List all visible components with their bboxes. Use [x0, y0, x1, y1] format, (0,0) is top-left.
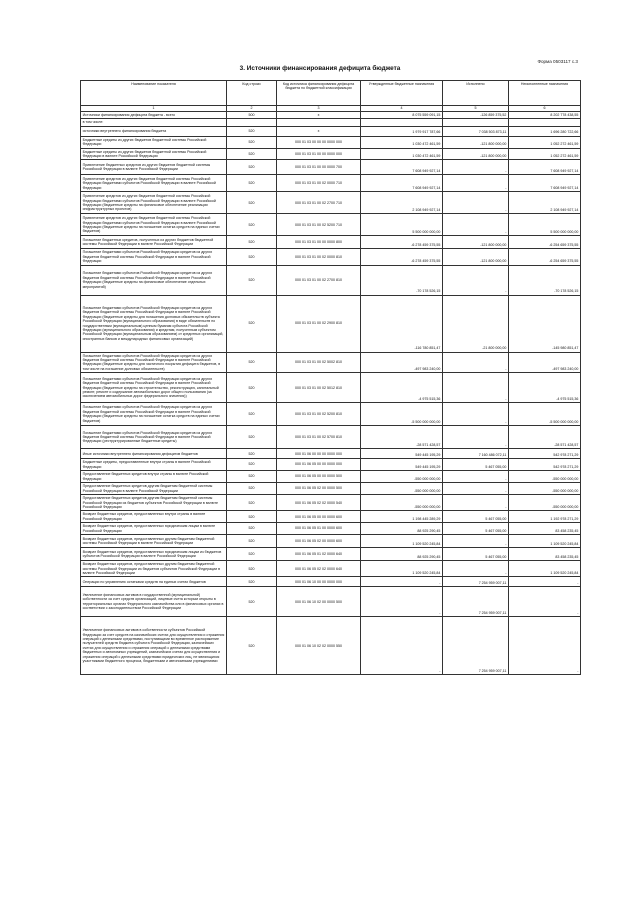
table-row — [81, 561, 581, 577]
row-approved: -550 000 000,00 — [361, 483, 443, 495]
column-header: Наименование показателя — [81, 81, 227, 106]
row-name: Привлечение кредитов из других бюджетов бюджетной системы Российской Федерации бюджетами субъектов Российской Федерации в валюте Российской Федерации (бюджетные кредиты на погашение остатка средств на единых счетах бюджетов) — [81, 214, 227, 236]
row-source-code: 000 01 03 00 00 00 0000 000 — [277, 136, 361, 148]
table-row — [81, 535, 581, 548]
row-code: 520 — [227, 449, 277, 459]
row-code: 520 — [227, 459, 277, 471]
row-code: 520 — [227, 577, 277, 587]
row-code: 520 — [227, 471, 277, 483]
row-source-code: 000 01 06 10 02 00 0000 500 — [277, 587, 361, 617]
row-code: 520 — [227, 214, 277, 236]
row-source-code: 000 01 06 00 00 00 0000 000 — [277, 449, 361, 459]
row-executed: - — [443, 483, 509, 495]
row-code: 520 — [227, 126, 277, 136]
row-executed: - — [443, 373, 509, 403]
row-source-code: 000 01 03 01 00 02 2700 710 — [277, 192, 361, 214]
row-unexecuted: -6 254 659 375,55 — [509, 236, 581, 249]
row-unexecuted: 1 052 272 461,59 — [509, 148, 581, 160]
row-source-code: x — [277, 112, 361, 119]
row-approved: -70 178 526,15 — [361, 265, 443, 295]
row-code: 520 — [227, 175, 277, 192]
row-unexecuted: - — [509, 587, 581, 617]
row-approved — [361, 119, 443, 126]
column-number: 1 — [81, 106, 227, 112]
table-row — [81, 617, 581, 675]
row-name: Предоставление бюджетных кредитов другим бюджетам бюджетной системы Российской Федерации в валюте Российской Федерации — [81, 483, 227, 495]
row-unexecuted: -550 000 000,00 — [509, 471, 581, 483]
row-approved: -5 500 000 000,00 — [361, 403, 443, 426]
row-name: Погашение бюджетами субъектов Российской Федерации кредитов из других бюджетов бюджетной системы Российской Федерации в валюте Российской Федерации — [81, 249, 227, 265]
row-source-code: 000 01 03 01 00 02 2700 810 — [277, 265, 361, 295]
row-unexecuted: -497 983 240,00 — [509, 352, 581, 373]
column-number: 2 — [227, 106, 277, 112]
row-code — [227, 119, 277, 126]
row-name: Возврат бюджетных кредитов, предоставленных другим бюджетам бюджетной системы Российской Федерации из бюджетов субъектов Российской Федерации в валюте Российской Федерации — [81, 561, 227, 577]
row-unexecuted: 1 192 978 271,29 — [509, 511, 581, 523]
row-approved: 1 979 917 787,66 — [361, 126, 443, 136]
row-approved: 1 030 472 461,59 — [361, 136, 443, 148]
row-code: 520 — [227, 483, 277, 495]
row-name: Бюджетные кредиты, предоставленные внутри страны в валюте Российской Федерации — [81, 459, 227, 471]
row-approved: -550 000 000,00 — [361, 495, 443, 511]
row-source-code: 000 01 03 01 00 02 5200 710 — [277, 214, 361, 236]
row-approved: -116 780 851,47 — [361, 295, 443, 352]
row-approved: - — [361, 617, 443, 675]
table-row — [81, 523, 581, 535]
row-executed: - — [443, 403, 509, 426]
row-name: источники внутреннего финансирования бюджета — [81, 126, 227, 136]
row-approved: 549 445 195,29 — [361, 459, 443, 471]
row-approved: 1 109 520 245,84 — [361, 561, 443, 577]
column-header: Неисполненные назначения — [509, 81, 581, 106]
row-source-code: 000 01 03 01 00 00 0000 700 — [277, 160, 361, 175]
row-code: 520 — [227, 148, 277, 160]
row-source-code: 000 01 06 10 00 00 0000 000 — [277, 577, 361, 587]
row-unexecuted: 7 608 949 927,14 — [509, 175, 581, 192]
row-approved: -550 000 000,00 — [361, 471, 443, 483]
column-header: Утвержденные бюджетные назначения — [361, 81, 443, 106]
row-source-code: 000 01 03 01 00 02 0000 810 — [277, 249, 361, 265]
row-executed: -126 859 375,52 — [443, 112, 509, 119]
row-source-code: 000 01 06 10 02 02 0000 550 — [277, 617, 361, 675]
row-name: Увеличение финансовых активов в государственной (муниципальной) собственности за счет средств организаций, лицевые счета которым открыты в территориальных органах Федерального казначейства или в финансовых органах в соответствии с законодательством Российской Федерации — [81, 587, 227, 617]
row-executed: - — [443, 471, 509, 483]
row-unexecuted: -550 000 000,00 — [509, 495, 581, 511]
row-name: Возврат бюджетных кредитов, предоставленных юридическим лицам из бюджетов субъектов Российской Федерации в валюте Российской Федерации — [81, 548, 227, 561]
row-unexecuted: 83 458 235,45 — [509, 548, 581, 561]
row-approved: 549 445 195,29 — [361, 449, 443, 459]
row-unexecuted: -5 500 000 000,00 — [509, 403, 581, 426]
row-unexecuted: 8 202 778 438,55 — [509, 112, 581, 119]
row-unexecuted: -550 000 000,00 — [509, 483, 581, 495]
row-name: Возврат бюджетных кредитов, предоставленных внутри страны в валюте Российской Федерации — [81, 511, 227, 523]
row-unexecuted: -28 571 428,57 — [509, 426, 581, 449]
column-header: Код строки — [227, 81, 277, 106]
row-code: 520 — [227, 587, 277, 617]
row-unexecuted: -70 178 526,15 — [509, 265, 581, 295]
row-code: 520 — [227, 192, 277, 214]
row-approved: 7 608 949 927,14 — [361, 175, 443, 192]
table-row — [81, 495, 581, 511]
row-name: Бюджетные кредиты из других бюджетов бюджетной системы Российской Федерации в валюте Российской Федерации — [81, 148, 227, 160]
row-source-code: 000 01 06 05 02 02 0000 540 — [277, 495, 361, 511]
row-unexecuted: 1 052 272 461,59 — [509, 136, 581, 148]
section-title: 3. Источники финансирования дефицита бюджета — [239, 65, 401, 72]
table-row — [81, 265, 581, 295]
row-source-code: 000 01 03 01 00 02 5700 810 — [277, 426, 361, 449]
row-executed: -21 800 000,00 — [443, 295, 509, 352]
row-source-code: 000 01 03 01 00 00 0000 800 — [277, 236, 361, 249]
row-source-code: 000 01 06 05 02 02 0000 640 — [277, 561, 361, 577]
row-source-code: 000 01 03 01 00 02 5012 810 — [277, 373, 361, 403]
row-name: Привлечение кредитов из других бюджетов бюджетной системы Российской Федерации бюджетами субъектов Российской Федерации в валюте Российской Федерации (бюджетные кредиты на финансовое обеспечение реализации инфраструктурных проектов) — [81, 192, 227, 214]
row-executed: - — [443, 214, 509, 236]
table-row — [81, 175, 581, 192]
row-executed: - — [443, 175, 509, 192]
table-header-row — [81, 81, 581, 106]
row-executed: -121 800 000,00 — [443, 236, 509, 249]
financing-sources-table — [80, 80, 581, 675]
row-source-code: 000 01 06 05 02 00 0000 500 — [277, 483, 361, 495]
row-source-code: 000 01 06 05 01 00 0000 600 — [277, 523, 361, 535]
row-unexecuted: 1 696 280 722,66 — [509, 126, 581, 136]
row-executed: 5 467 055,00 — [443, 459, 509, 471]
row-executed: 5 467 055,00 — [443, 511, 509, 523]
column-header: Код источника финансирования дефицита бюджета по бюджетной классификации — [277, 81, 361, 106]
row-code: 520 — [227, 548, 277, 561]
row-code: 520 — [227, 426, 277, 449]
row-code: 520 — [227, 265, 277, 295]
row-code: 520 — [227, 160, 277, 175]
table-row — [81, 471, 581, 483]
row-executed: - — [443, 535, 509, 548]
row-approved: 7 608 949 927,14 — [361, 160, 443, 175]
row-unexecuted: 2 108 949 927,14 — [509, 192, 581, 214]
table-row — [81, 136, 581, 148]
table-row — [81, 449, 581, 459]
table-row — [81, 587, 581, 617]
row-name: Источники финансирования дефицита бюджета - всего — [81, 112, 227, 119]
row-name: Предоставление бюджетных кредитов внутри страны в валюте Российской Федерации — [81, 471, 227, 483]
table-row — [81, 548, 581, 561]
row-source-code: 000 01 03 01 00 00 0000 000 — [277, 148, 361, 160]
row-code: 520 — [227, 295, 277, 352]
row-name: Погашение бюджетами субъектов Российской Федерации кредитов из других бюджетов бюджетной системы Российской Федерации в валюте Российской Федерации (бюджетные кредиты на погашение остатка средств на единых счетах бюджетов) — [81, 403, 227, 426]
row-executed: - — [443, 265, 509, 295]
row-executed: -121 800 000,00 — [443, 249, 509, 265]
row-approved: 5 500 000 000,00 — [361, 214, 443, 236]
row-name: Погашение бюджетами субъектов Российской Федерации кредитов из других бюджетов бюджетной системы Российской Федерации в валюте Российской Федерации (бюджетные кредиты для частичного покрытия дефицита бюджетов, в том числе на погашение долговых обязательств) — [81, 352, 227, 373]
row-executed: 7 038 503 873,11 — [443, 126, 509, 136]
row-unexecuted: - — [509, 617, 581, 675]
row-unexecuted: -6 254 659 375,55 — [509, 249, 581, 265]
row-executed: - — [443, 561, 509, 577]
row-executed: 5 467 055,00 — [443, 523, 509, 535]
row-executed: -121 800 000,00 — [443, 136, 509, 148]
row-name: Иные источники внутреннего финансирования дефицитов бюджетов — [81, 449, 227, 459]
table-row — [81, 160, 581, 175]
table-row — [81, 295, 581, 352]
row-approved: 2 108 949 927,14 — [361, 192, 443, 214]
column-header: Исполнено — [443, 81, 509, 106]
row-unexecuted: 542 978 271,29 — [509, 449, 581, 459]
row-source-code: 000 01 06 05 00 00 0000 500 — [277, 471, 361, 483]
row-executed: -121 800 000,00 — [443, 148, 509, 160]
row-approved: -6 278 459 375,55 — [361, 236, 443, 249]
row-code: 520 — [227, 249, 277, 265]
column-number: 5 — [443, 106, 509, 112]
row-code: 520 — [227, 495, 277, 511]
row-approved: - — [361, 577, 443, 587]
row-unexecuted: - — [509, 577, 581, 587]
form-number: Форма 0503117 с.3 — [537, 59, 578, 64]
row-executed: 7 160 486 072,11 — [443, 449, 509, 459]
row-name: Погашение бюджетами субъектов Российской Федерации кредитов из других бюджетов бюджетной системы Российской Федерации в валюте Российской Федерации (реструктурированные бюджетные кредиты) — [81, 426, 227, 449]
row-source-code: 000 01 06 05 01 02 0000 640 — [277, 548, 361, 561]
row-name: Погашение бюджетами субъектов Российской Федерации кредитов из других бюджетов бюджетной системы Российской Федерации в валюте Российской Федерации (бюджетные кредиты на финансовое обеспечение отдельных мероприятий) — [81, 265, 227, 295]
table-row — [81, 214, 581, 236]
row-unexecuted: 542 978 271,29 — [509, 459, 581, 471]
row-source-code: 000 01 03 01 00 02 0000 710 — [277, 175, 361, 192]
row-approved: -6 278 459 375,55 — [361, 249, 443, 265]
row-code: 520 — [227, 136, 277, 148]
row-source-code: 000 01 03 01 00 02 5200 810 — [277, 403, 361, 426]
row-code: 500 — [227, 112, 277, 119]
row-executed: 7 254 959 007,11 — [443, 587, 509, 617]
row-executed: - — [443, 160, 509, 175]
row-approved: 88 925 290,45 — [361, 523, 443, 535]
column-number: 6 — [509, 106, 581, 112]
row-code: 520 — [227, 561, 277, 577]
row-source-code: x — [277, 126, 361, 136]
row-executed — [443, 119, 509, 126]
table-row — [81, 577, 581, 587]
table-row — [81, 373, 581, 403]
row-executed: - — [443, 426, 509, 449]
row-executed: 5 467 055,00 — [443, 548, 509, 561]
table-row — [81, 126, 581, 136]
row-unexecuted: -145 980 851,47 — [509, 295, 581, 352]
row-name: Погашение бюджетами субъектов Российской Федерации кредитов из других бюджетов бюджетной системы Российской Федерации в валюте Российской Федерации (бюджетные кредиты на строительство, реконструкцию, капитальный ремонт, ремонт и содержание автомобильных дорог общего пользования (за исключением автомобильных дорог федерального значения)) — [81, 373, 227, 403]
row-source-code: 000 01 03 01 00 02 2900 810 — [277, 295, 361, 352]
row-code: 520 — [227, 535, 277, 548]
row-approved: 1 198 445 289,29 — [361, 511, 443, 523]
row-code: 520 — [227, 352, 277, 373]
row-name: Операции по управлению остатками средств на единых счетах бюджетов — [81, 577, 227, 587]
table-row — [81, 459, 581, 471]
row-name: Привлечение бюджетных кредитов из других бюджетов бюджетной системы Российской Федерации в валюте Российской Федерации — [81, 160, 227, 175]
row-executed: 7 254 959 007,11 — [443, 617, 509, 675]
row-approved: -4 975 515,36 — [361, 373, 443, 403]
table-row — [81, 112, 581, 119]
row-code: 520 — [227, 511, 277, 523]
row-executed: - — [443, 192, 509, 214]
row-unexecuted: 1 109 520 245,84 — [509, 561, 581, 577]
row-code: 520 — [227, 403, 277, 426]
row-unexecuted: -4 975 515,36 — [509, 373, 581, 403]
row-name: Бюджетные кредиты из других бюджетов бюджетной системы Российской Федерации — [81, 136, 227, 148]
row-executed: - — [443, 495, 509, 511]
row-approved: - — [361, 587, 443, 617]
table-row — [81, 511, 581, 523]
row-source-code — [277, 119, 361, 126]
row-name: Возврат бюджетных кредитов, предоставленных юридическим лицам в валюте Российской Федерации — [81, 523, 227, 535]
table-row — [81, 119, 581, 126]
row-code: 520 — [227, 236, 277, 249]
table-body — [81, 112, 581, 675]
row-source-code: 000 01 06 05 00 00 0000 000 — [277, 459, 361, 471]
table-row — [81, 483, 581, 495]
row-name: в том числе: — [81, 119, 227, 126]
row-source-code: 000 01 06 05 02 00 0000 600 — [277, 535, 361, 548]
row-approved: -28 571 428,57 — [361, 426, 443, 449]
table-row — [81, 236, 581, 249]
row-name: Предоставление бюджетных кредитов другим бюджетам бюджетной системы Российской Федерации из бюджетов субъектов Российской Федерации в валюте Российской Федерации — [81, 495, 227, 511]
row-name: Привлечение кредитов из других бюджетов бюджетной системы Российской Федерации бюджетами субъектов Российской Федерации в валюте Российской Федерации — [81, 175, 227, 192]
table-row — [81, 352, 581, 373]
row-unexecuted: 1 109 520 245,84 — [509, 535, 581, 548]
row-unexecuted: 7 608 949 927,14 — [509, 160, 581, 175]
row-approved: 88 925 290,45 — [361, 548, 443, 561]
row-unexecuted: 5 500 000 000,00 — [509, 214, 581, 236]
row-code: 520 — [227, 523, 277, 535]
row-name: Погашение бюджетных кредитов, полученных из других бюджетов бюджетной системы Российской Федерации в валюте Российской Федерации — [81, 236, 227, 249]
row-source-code: 000 01 06 05 00 00 0000 600 — [277, 511, 361, 523]
row-executed: 7 254 959 007,11 — [443, 577, 509, 587]
row-code: 520 — [227, 373, 277, 403]
row-approved: 1 030 472 461,59 — [361, 148, 443, 160]
row-source-code: 000 01 03 01 00 02 5002 810 — [277, 352, 361, 373]
row-name: Увеличение финансовых активов в собственности субъектов Российской Федерации за счет средств на казначейских счетах для осуществления и отражения операций с денежными средствами, поступающими во временное распоряжение получателей средств бюджета субъекта Российской Федерации, казначейских счетах для осуществления и отражения операций с денежными средствами бюджетных и автономных учреждений, казначейских счетах для осуществления и отражения операций с денежными средствами юридических лиц, не являющихся участниками бюджетного процесса, бюджетными и автономными учреждениями — [81, 617, 227, 675]
row-unexecuted — [509, 119, 581, 126]
table-row — [81, 148, 581, 160]
table-row — [81, 403, 581, 426]
row-approved: -497 983 240,00 — [361, 352, 443, 373]
row-unexecuted: 83 458 235,45 — [509, 523, 581, 535]
row-approved: 1 109 520 245,84 — [361, 535, 443, 548]
row-code: 520 — [227, 617, 277, 675]
row-approved: 8 075 559 091,15 — [361, 112, 443, 119]
table-row — [81, 192, 581, 214]
table-row — [81, 249, 581, 265]
row-name: Погашение бюджетами субъектов Российской Федерации кредитов из других бюджетов бюджетной системы Российской Федерации в валюте Российской Федерации (бюджетные кредиты для погашения долговых обязательств субъекта Российской Федерации (муниципального образования) в виде обязательств по государственным (муниципальным) ценным бумагам субъекта Российской Федерации (муниципального образования) и кредитам, полученным субъектом Российской Федерации (муниципальным образованием) от кредитных организаций, иностранных банков и международных финансовых организаций) — [81, 295, 227, 352]
column-number: 4 — [361, 106, 443, 112]
table-row — [81, 426, 581, 449]
row-name: Возврат бюджетных кредитов, предоставленных другим бюджетам бюджетной системы Российской Федерации в валюте Российской Федерации — [81, 535, 227, 548]
row-executed: - — [443, 352, 509, 373]
column-number: 3 — [277, 106, 361, 112]
